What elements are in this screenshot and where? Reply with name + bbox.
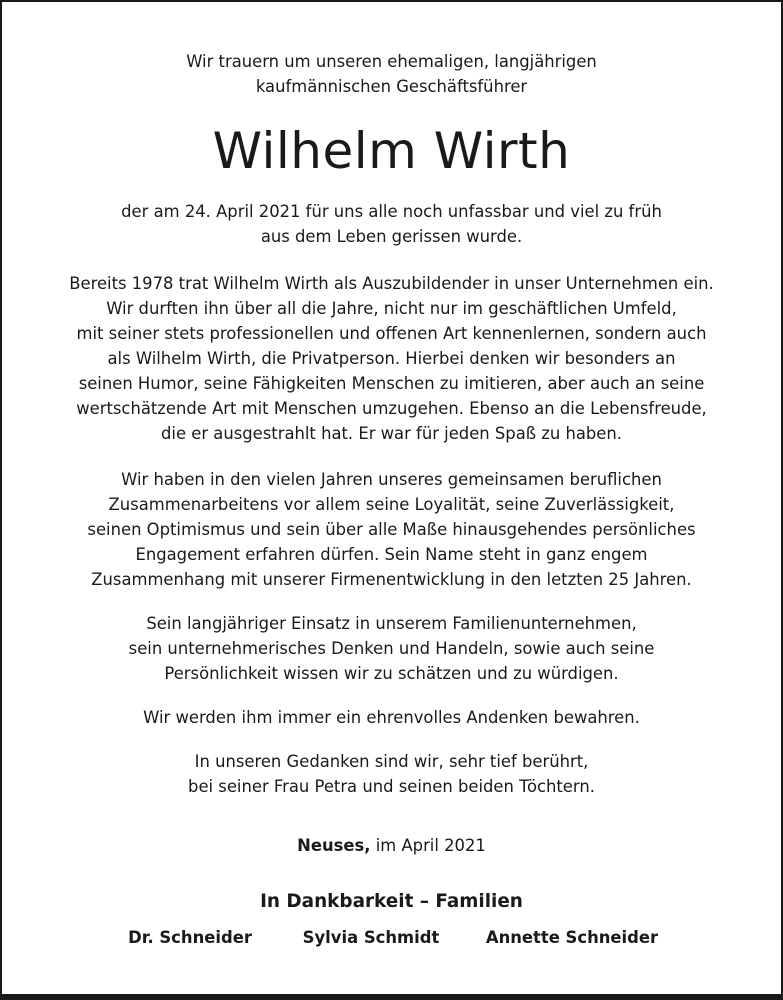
date-text: im April 2021 bbox=[370, 836, 486, 855]
paragraph-death-date bbox=[0, 199, 783, 249]
text-line: aus dem Leben gerissen wurde. bbox=[260, 227, 523, 246]
text-line: seinen Optimismus und sein über alle Maße hinausgehendes persönliches bbox=[87, 520, 696, 539]
text-line: Wir haben in den vielen Jahren unseres gemeinsamen beruflichen bbox=[121, 470, 662, 489]
text-line: seinen Humor, seine Fähigkeiten Menschen zu imitieren, aber auch an seine bbox=[78, 374, 705, 393]
text-line: Engagement erfahren dürfen. Sein Name steht in ganz engem bbox=[135, 545, 648, 564]
text-line: Zusammenarbeitens vor allem seine Loyalität, seine Zuverlässigkeit, bbox=[108, 495, 675, 514]
paragraph-remembrance bbox=[0, 705, 783, 730]
signatory: Dr. Schneider bbox=[128, 928, 252, 947]
text-line: Persönlichkeit wissen wir zu schätzen und zu würdigen. bbox=[164, 664, 619, 683]
text-line: als Wilhelm Wirth, die Privatperson. Hierbei denken wir besonders an bbox=[107, 349, 676, 368]
text-line: der am 24. April 2021 für uns alle noch unfassbar und viel zu früh bbox=[121, 202, 662, 221]
paragraph-loyalty bbox=[0, 467, 783, 592]
intro-line: kaufmännischen Geschäftsführer bbox=[255, 77, 528, 96]
text-line: wertschätzende Art mit Menschen umzugehen. Ebenso an die Lebensfreude, bbox=[76, 399, 707, 418]
text-line: Wir durften ihn über all die Jahre, nicht nur im geschäftlichen Umfeld, bbox=[106, 299, 677, 318]
signatory: Sylvia Schmidt bbox=[302, 928, 440, 947]
text-line: mit seiner stets professionellen und offenen Art kennenlernen, sondern auch bbox=[76, 324, 707, 343]
deceased-name: Wilhelm Wirth bbox=[212, 122, 571, 180]
text-line: sein unternehmerisches Denken und Handeln, sowie auch seine bbox=[128, 639, 655, 658]
text-line: Zusammenhang mit unserer Firmenentwicklung in den letzten 25 Jahren. bbox=[91, 570, 692, 589]
text-line: In unseren Gedanken sind wir, sehr tief berührt, bbox=[194, 752, 589, 771]
intro-text bbox=[0, 49, 783, 99]
place-date-line bbox=[0, 833, 783, 858]
text-line: Wir werden ihm immer ein ehrenvolles Andenken bewahren. bbox=[143, 708, 640, 727]
text-line: die er ausgestrahlt hat. Er war für jeden Spaß zu haben. bbox=[161, 424, 622, 443]
signatory: Annette Schneider bbox=[485, 928, 659, 947]
place-name: Neuses, bbox=[297, 836, 371, 855]
paragraph-family bbox=[0, 749, 783, 799]
text-line: bei seiner Frau Petra und seinen beiden Töchtern. bbox=[188, 777, 595, 796]
intro-line: Wir trauern um unseren ehemaligen, langjährigen bbox=[186, 52, 597, 71]
paragraph-commitment bbox=[0, 611, 783, 686]
text-line: Bereits 1978 trat Wilhelm Wirth als Auszubildender in unser Unternehmen ein. bbox=[69, 274, 714, 293]
thanks-heading: In Dankbarkeit – Familien bbox=[260, 891, 523, 912]
paragraph-career bbox=[0, 271, 783, 446]
text-line: Sein langjähriger Einsatz in unserem Familienunternehmen, bbox=[146, 614, 637, 633]
